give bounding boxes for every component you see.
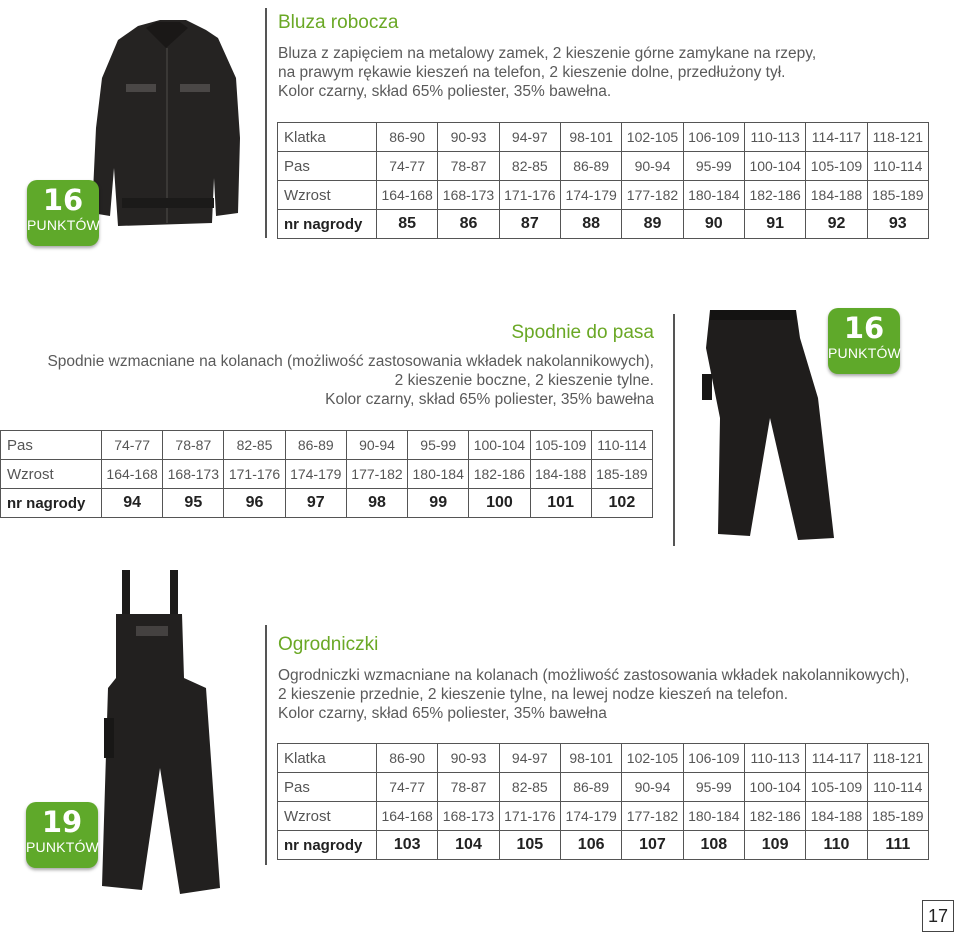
table-row: [278, 802, 929, 831]
table-cell: 101: [530, 489, 591, 518]
table-cell: 90: [683, 210, 744, 239]
table-cell: 184-188: [806, 181, 867, 210]
table-cell: 90-94: [622, 152, 683, 181]
table-row: [278, 123, 929, 152]
table-cell: 86-89: [285, 431, 346, 460]
table-row: [278, 152, 929, 181]
table-cell: 164-168: [377, 802, 438, 831]
table-cell: 86: [438, 210, 499, 239]
table-cell: 174-179: [285, 460, 346, 489]
table-row: [1, 431, 653, 460]
table-cell: 164-168: [102, 460, 163, 489]
table-cell: 78-87: [163, 431, 224, 460]
table-cell: 90-94: [346, 431, 407, 460]
jacket-image: [88, 18, 248, 233]
table-cell: 174-179: [560, 802, 621, 831]
table-cell: 86-89: [560, 773, 621, 802]
table-cell: 185-189: [591, 460, 652, 489]
divider-line: [265, 8, 267, 238]
table-cell: 182-186: [744, 802, 805, 831]
table-cell: 182-186: [744, 181, 805, 210]
trousers-points-badge: 16 PUNKTÓW: [828, 308, 900, 374]
table-cell: 100-104: [744, 773, 805, 802]
table-cell: 185-189: [867, 802, 928, 831]
table-cell: 109: [744, 831, 805, 860]
divider-line: [673, 314, 675, 546]
table-cell: 100-104: [469, 431, 530, 460]
table-cell: 106-109: [683, 123, 744, 152]
table-row: [278, 181, 929, 210]
table-cell: 95: [163, 489, 224, 518]
table-cell: 102-105: [622, 744, 683, 773]
table-cell: 110-114: [867, 152, 928, 181]
table-cell: 118-121: [867, 744, 928, 773]
table-cell: 97: [285, 489, 346, 518]
table-cell: 184-188: [806, 802, 867, 831]
table-cell: 91: [744, 210, 805, 239]
table-cell: 93: [867, 210, 928, 239]
table-cell: 90-94: [622, 773, 683, 802]
row-label: Klatka: [278, 123, 377, 152]
trousers-size-table: [0, 430, 653, 518]
table-cell: 171-176: [499, 802, 560, 831]
table-cell: 110: [806, 831, 867, 860]
table-cell: 106-109: [683, 744, 744, 773]
page-number: 17: [922, 900, 954, 932]
row-label: Klatka: [278, 744, 377, 773]
table-cell: 105-109: [806, 773, 867, 802]
table-cell: 180-184: [408, 460, 469, 489]
overalls-title: Ogrodniczki: [278, 634, 379, 655]
overalls-points-badge: 19 PUNKTÓW: [26, 802, 98, 868]
table-cell: 86-90: [377, 744, 438, 773]
row-label: nr nagrody: [278, 831, 377, 860]
overalls-size-table: [277, 743, 929, 860]
table-cell: 86-89: [560, 152, 621, 181]
table-row: [278, 831, 929, 860]
table-cell: 95-99: [408, 431, 469, 460]
overalls-image: [98, 568, 238, 898]
row-label: Pas: [1, 431, 102, 460]
table-cell: 90-93: [438, 123, 499, 152]
table-cell: 78-87: [438, 152, 499, 181]
row-label: Wzrost: [278, 181, 377, 210]
table-row: [278, 773, 929, 802]
table-cell: 177-182: [346, 460, 407, 489]
table-cell: 114-117: [806, 123, 867, 152]
row-label: Pas: [278, 773, 377, 802]
row-label: nr nagrody: [278, 210, 377, 239]
table-cell: 82-85: [499, 773, 560, 802]
row-label: Wzrost: [1, 460, 102, 489]
table-cell: 82-85: [499, 152, 560, 181]
table-cell: 182-186: [469, 460, 530, 489]
table-cell: 108: [683, 831, 744, 860]
trousers-description: Spodnie wzmacniane na kolanach (możliwość zastosowania wkładek nakolannikowych), 2 kieszenie boczne, 2 kieszenie tylne. Kolor czarny, skład 65% poliester, 35% bawełna: [47, 353, 654, 408]
jacket-size-table: [277, 122, 929, 239]
table-cell: 110-113: [744, 123, 805, 152]
table-cell: 105-109: [530, 431, 591, 460]
table-cell: 168-173: [163, 460, 224, 489]
table-cell: 85: [377, 210, 438, 239]
table-cell: 106: [560, 831, 621, 860]
jacket-title: Bluza robocza: [278, 12, 399, 33]
table-cell: 171-176: [224, 460, 285, 489]
table-cell: 94: [102, 489, 163, 518]
row-label: Pas: [278, 152, 377, 181]
table-row: [278, 210, 929, 239]
trousers-image: [698, 308, 838, 543]
table-cell: 185-189: [867, 181, 928, 210]
table-cell: 174-179: [560, 181, 621, 210]
table-cell: 74-77: [377, 152, 438, 181]
table-cell: 111: [867, 831, 928, 860]
table-cell: 90-93: [438, 744, 499, 773]
table-cell: 105: [499, 831, 560, 860]
jacket-description: Bluza z zapięciem na metalowy zamek, 2 kieszenie górne zamykane na rzepy, na prawym rękawie kieszeń na telefon, 2 kieszenie dolne, przedłużony tył. Kolor czarny, skład 65% poliester, 35% bawełna.: [278, 45, 817, 100]
table-cell: 103: [377, 831, 438, 860]
table-cell: 96: [224, 489, 285, 518]
table-cell: 82-85: [224, 431, 285, 460]
table-cell: 114-117: [806, 744, 867, 773]
table-cell: 86-90: [377, 123, 438, 152]
table-cell: 164-168: [377, 181, 438, 210]
jacket-points-badge: 16 PUNKTÓW: [27, 180, 99, 246]
table-cell: 78-87: [438, 773, 499, 802]
trousers-title: Spodnie do pasa: [511, 322, 654, 343]
table-cell: 177-182: [622, 802, 683, 831]
table-cell: 94-97: [499, 123, 560, 152]
row-label: nr nagrody: [1, 489, 102, 518]
table-cell: 92: [806, 210, 867, 239]
table-cell: 74-77: [102, 431, 163, 460]
table-cell: 100-104: [744, 152, 805, 181]
table-cell: 89: [622, 210, 683, 239]
table-cell: 110-114: [591, 431, 652, 460]
table-cell: 102: [591, 489, 652, 518]
table-cell: 177-182: [622, 181, 683, 210]
table-row: [1, 460, 653, 489]
table-cell: 110-113: [744, 744, 805, 773]
table-cell: 107: [622, 831, 683, 860]
table-cell: 105-109: [806, 152, 867, 181]
table-cell: 180-184: [683, 802, 744, 831]
table-cell: 118-121: [867, 123, 928, 152]
table-cell: 184-188: [530, 460, 591, 489]
divider-line: [265, 625, 267, 865]
row-label: Wzrost: [278, 802, 377, 831]
table-row: [1, 489, 653, 518]
table-cell: 98-101: [560, 123, 621, 152]
table-cell: 95-99: [683, 152, 744, 181]
table-cell: 88: [560, 210, 621, 239]
table-cell: 104: [438, 831, 499, 860]
table-cell: 98: [346, 489, 407, 518]
table-cell: 100: [469, 489, 530, 518]
table-cell: 110-114: [867, 773, 928, 802]
table-cell: 98-101: [560, 744, 621, 773]
overalls-description: Ogrodniczki wzmacniane na kolanach (możliwość zastosowania wkładek nakolannikowych), 2 kieszenie przednie, 2 kieszenie tylne, na lewej nodze kieszeń na telefon. Kolor czarny, skład 65% poliester, 35% bawełna: [278, 667, 910, 722]
table-cell: 74-77: [377, 773, 438, 802]
table-cell: 168-173: [438, 802, 499, 831]
table-cell: 95-99: [683, 773, 744, 802]
table-cell: 99: [408, 489, 469, 518]
table-cell: 87: [499, 210, 560, 239]
table-cell: 102-105: [622, 123, 683, 152]
table-cell: 171-176: [499, 181, 560, 210]
table-row: [278, 744, 929, 773]
table-cell: 94-97: [499, 744, 560, 773]
table-cell: 180-184: [683, 181, 744, 210]
table-cell: 168-173: [438, 181, 499, 210]
